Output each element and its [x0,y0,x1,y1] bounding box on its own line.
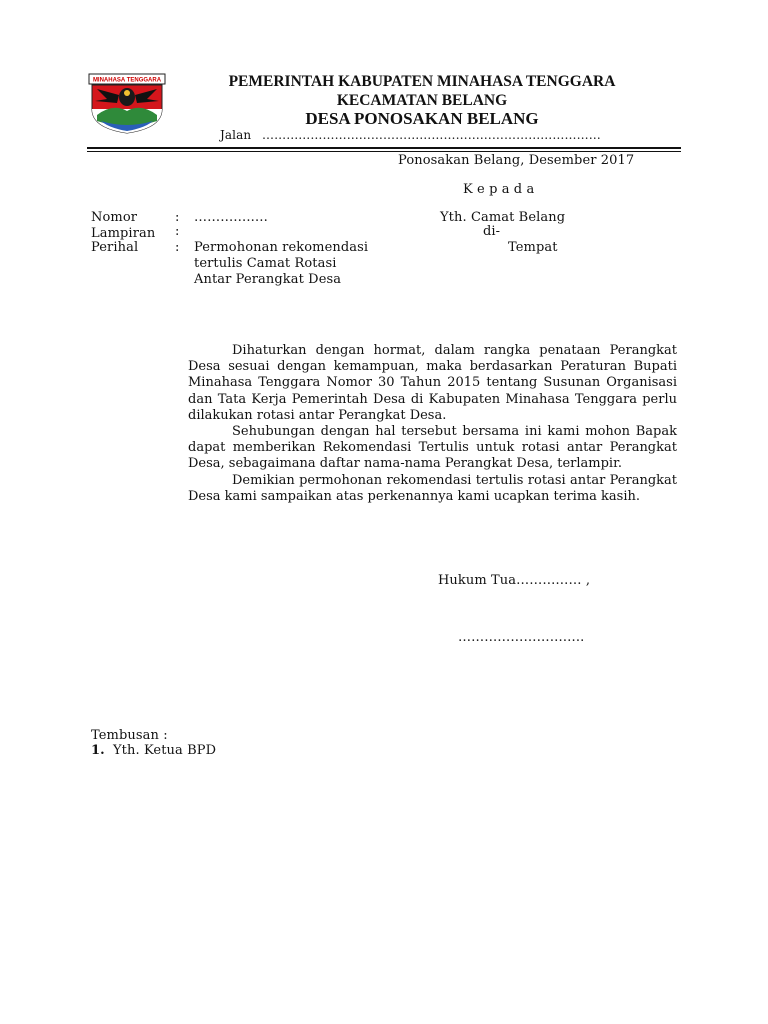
recipient-line2: di- [483,224,501,239]
lampiran-colon: : [175,224,180,239]
perihal-colon: : [175,240,180,255]
nomor-colon: : [175,210,180,225]
letterhead-rule-thin [87,151,681,152]
perihal-label: Perihal [91,240,139,255]
cc-item-number: 1. [91,743,105,758]
body-paragraph-1: Dihaturkan dengan hormat, dalam rangka penataan Perangkat Desa sesuai dengan kemampuan, maka berdasarkan Peraturan Bupati Minahasa Tenggara Nomor 30 Tahun 2015 tentang Susunan Organisasi dan Tata Kerja Pemerintah Desa di Kabupaten Minahasa Tenggara perlu dilakukan rotasi antar Perangkat Desa. [188,343,677,423]
letterhead-line1: PEMERINTAH KABUPATEN MINAHASA TENGGARA [228,73,616,90]
nomor-label: Nomor [91,210,138,225]
body-paragraph-2: Sehubungan dengan hal tersebut bersama ini kami mohon Bapak dapat memberikan Rekomendasi Tertulis untuk rotasi antar Perangkat Desa, sebagaimana daftar nama-nama Perangkat Desa, terlampir. [188,424,677,472]
recipient-line3: Tempat [508,240,558,255]
recipient-line1: Yth. Camat Belang [440,210,566,225]
signature-title: Hukum Tua…………… , [438,573,591,588]
lampiran-label: Lampiran [91,226,156,241]
cc-label: Tembusan : [91,728,168,743]
signature-name: ……………………….. [458,630,585,645]
letterhead-line3: DESA PONOSAKAN BELANG [305,109,539,128]
cc-item-text: Yth. Ketua BPD [113,743,217,758]
body-paragraph-3: Demikian permohonan rekomendasi tertulis rotasi antar Perangkat Desa kami sampaikan atas perkenannya kami ucapkan terima kasih. [188,472,677,504]
perihal-line-3: Antar Perangkat Desa [194,272,342,287]
letter-date: Ponosakan Belang, Desember 2017 [398,153,635,168]
address-value: ………………………………………………………………………… [262,128,601,142]
letterhead-rule-thick [87,147,681,149]
kepada-heading: K e p a d a [463,182,535,197]
logo-text: MINAHASA TENGGARA [92,77,162,84]
perihal-line-1: Permohonan rekomendasi [194,240,369,255]
letterhead-line2: KECAMATAN BELANG [336,92,508,109]
regency-logo [87,73,167,135]
nomor-value: …………..… [194,210,268,225]
letter-body [188,343,677,505]
address-label: Jalan [220,128,252,142]
perihal-line-2: tertulis Camat Rotasi [194,256,337,271]
